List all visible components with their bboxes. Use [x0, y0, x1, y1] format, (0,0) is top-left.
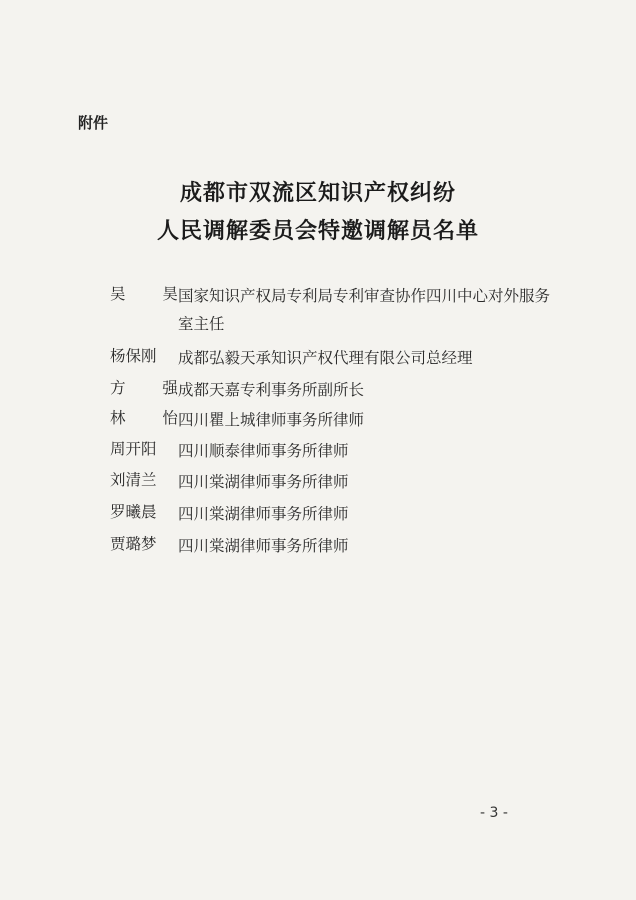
- member-desc: 成都天嘉专利事务所副所长: [178, 381, 365, 399]
- page-number: - 3 -: [480, 805, 508, 821]
- title-line-2: 人民调解委员会特邀调解员名单: [156, 218, 479, 244]
- member-name: 贾璐梦: [110, 535, 157, 553]
- member-name: 吴 昊: [110, 285, 194, 303]
- member-name: 方 强: [110, 379, 194, 397]
- member-name: 刘清兰: [110, 471, 157, 489]
- attachment-label: 附件: [78, 114, 109, 132]
- member-name: 杨保刚: [110, 347, 157, 365]
- member-desc: 成都弘毅天承知识产权代理有限公司总经理: [178, 349, 473, 367]
- member-desc: 四川顺泰律师事务所律师: [178, 442, 349, 460]
- member-name: 罗曦晨: [110, 503, 157, 521]
- title-line-1: 成都市双流区知识产权纠纷: [179, 180, 456, 206]
- member-desc: 四川棠湖律师事务所律师: [178, 505, 349, 523]
- member-desc: 四川瞿上城律师事务所律师: [178, 411, 365, 429]
- member-name: 林 怡: [110, 409, 194, 427]
- member-name: 周开阳: [110, 440, 157, 458]
- member-desc: 四川棠湖律师事务所律师: [178, 473, 349, 491]
- member-desc: 四川棠湖律师事务所律师: [178, 537, 349, 555]
- member-desc: 国家知识产权局专利局专利审查协作四川中心对外服务室主任: [178, 287, 551, 333]
